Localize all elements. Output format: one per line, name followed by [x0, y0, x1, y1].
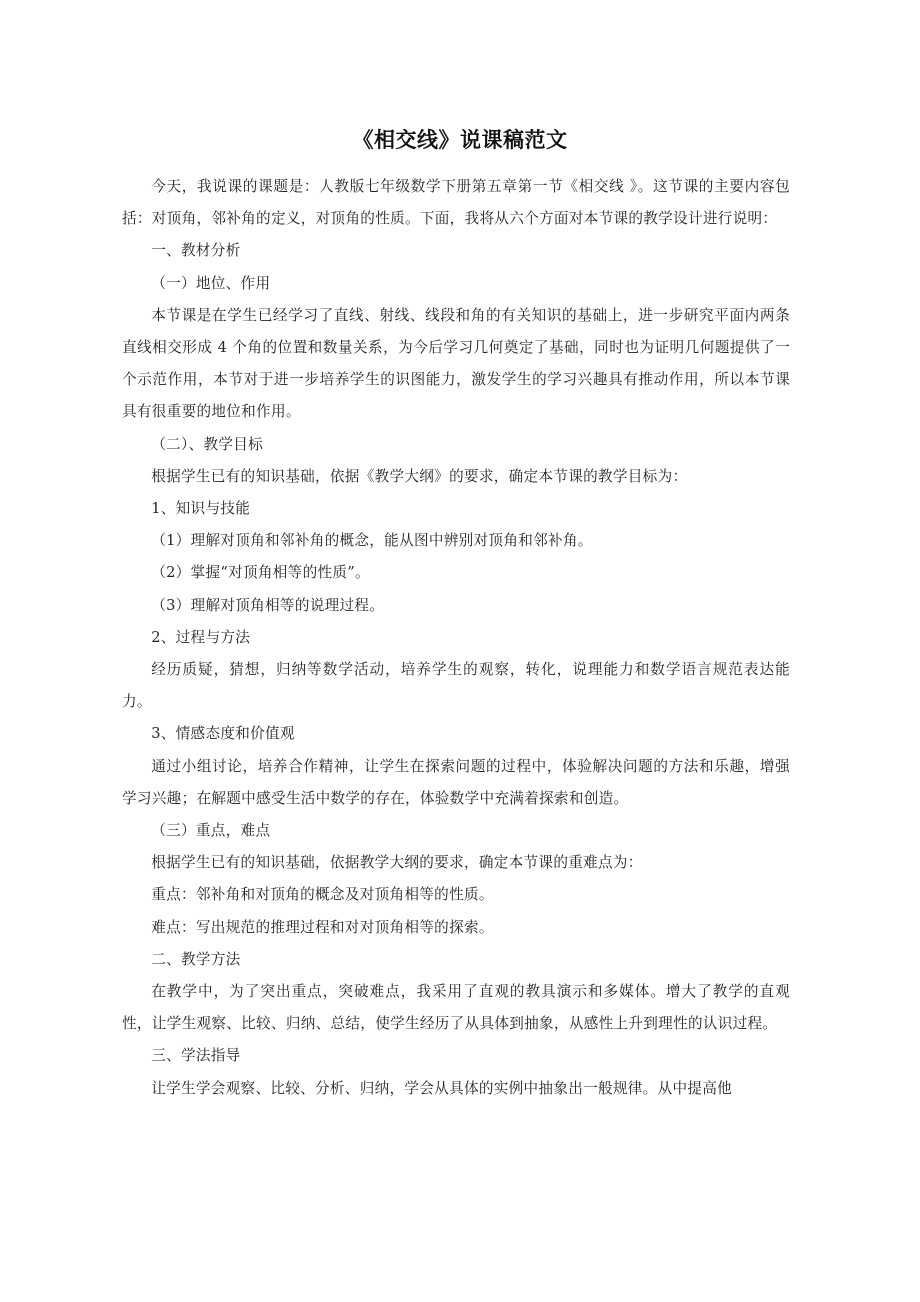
paragraph-key-point: 重点：邻补角和对顶角的概念及对顶角相等的性质。 [151, 886, 494, 904]
paragraph-study-guidance: 让学生学会观察、比较、分析、归纳，学会从具体的实例中抽象出一般规律。从中提高他 [151, 1079, 733, 1097]
subheading-attitude-values: 3、情感态度和价值观 [151, 725, 295, 743]
heading-study-guidance: 三、学法指导 [151, 1047, 241, 1065]
paragraph-teaching-goals: 根据学生已有的知识基础，依据《教学大纲》的要求，确定本节课的教学目标为： [151, 467, 688, 485]
paragraph-teaching-method: 在教学中，为了突出重点，突破难点，我采用了直观的教具演示和多媒体。增大了教学的直观性，让学生观察、比较、归纳、总结，使学生经历了从具体到抽象，从感性上升到理性的认识过程。 [122, 983, 790, 1033]
paragraph-status-role: 本节课是在学生已经学习了直线、射线、线段和角的有关知识的基础上，进一步研究平面内两条直线相交形成 4 个角的位置和数量关系，为今后学习几何奠定了基础，同时也为证明几何题提供了一个示范作用，本节对于进一步培养学生的识图能力，激发学生的学习兴趣具有推动作用，所以本节课具有很重要的地位和作用。 [122, 306, 790, 421]
subheading-process-method: 2、过程与方法 [151, 628, 251, 646]
paragraph-intro: 今天，我说课的课题是：人教版七年级数学下册第五章第一节《相交线 》。这节课的主要内容包括：对顶角，邻补角的定义，对顶角的性质。下面，我将从六个方面对本节课的教学设计进行说明： [122, 178, 790, 228]
paragraph-difficult-point: 难点：写出规范的推理过程和对对顶角相等的探索。 [151, 918, 494, 936]
subheading-key-difficult: （三）重点，难点 [151, 822, 271, 840]
list-item-goal-1: （1）理解对顶角和邻补角的概念，能从图中辨别对顶角和邻补角。 [151, 532, 593, 550]
list-item-goal-2: （2）掌握“对顶角相等的性质”。 [151, 564, 370, 582]
paragraph-attitude-values: 通过小组讨论，培养合作精神，让学生在探索问题的过程中，体验解决问题的方法和乐趣，增强学习兴趣；在解题中感受生活中数学的存在，体验数学中充满着探索和创造。 [122, 757, 790, 807]
subheading-status-role: （一）地位、作用 [151, 274, 271, 292]
subheading-teaching-goals: （二）、教学目标 [151, 435, 264, 453]
heading-textbook-analysis: 一、教材分析 [151, 242, 241, 260]
list-item-goal-3: （3）理解对顶角相等的说理过程。 [151, 596, 385, 614]
subheading-knowledge-skills: 1、知识与技能 [151, 500, 251, 518]
heading-teaching-method: 二、教学方法 [151, 950, 241, 968]
paragraph-process-method: 经历质疑，猜想，归纳等数学活动，培养学生的观察，转化，说理能力和数学语言规范表达能力。 [122, 661, 790, 711]
document-body [122, 171, 790, 1105]
paragraph-key-difficult: 根据学生已有的知识基础，依据教学大纲的要求，确定本节课的重难点为： [151, 854, 643, 872]
document-title: 《相交线》说课稿范文 [352, 128, 568, 152]
